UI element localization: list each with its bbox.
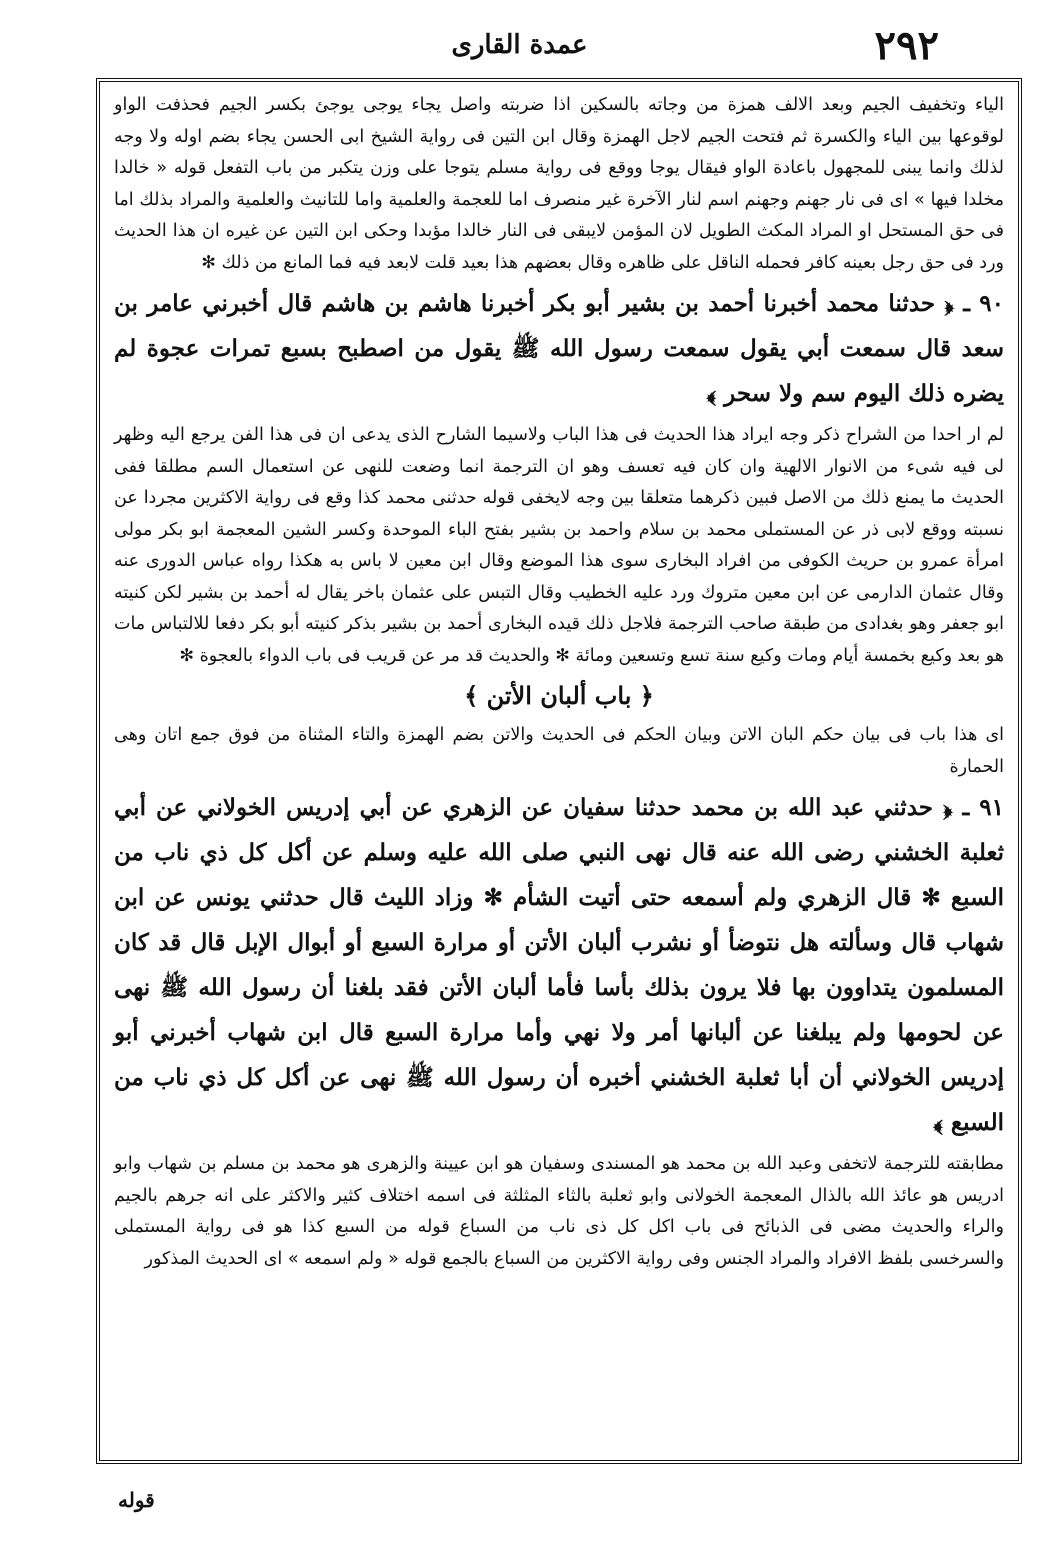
chapter-explanation: اى هذا باب فى بيان حكم البان الاتن وبيان الحكم فى الحديث والاتن بضم الهمزة والتاء المثناة من فوق جمع اتان وهى الحمارة: [114, 725, 1004, 777]
commentary-paragraph: الياء وتخفيف الجيم وبعد الالف همزة من وجاته بالسكين اذا ضربته واصل يجاء يوجى يوجئ بكسر الجيم فحذفت الواو لوقوعها بين الياء والكسرة ثم فتحت الجيم لاجل الهمزة وقال ابن التين فى رواية الشيخ ابى الحسن يجاء بضم اوله ولا وجه لذلك وانما يبنى للمجهول باعادة الواو فيقال يوجا ووقع فى رواية مسلم يتوجا على وزن يتكبر من باب التفعل قوله « خالدا مخلدا فيها » اى فى نار جهنم وجهنم اسم لنار الآخرة غير منصرف اما للعجمة والعلمية واما للتانيث والعلمية والمراد بذلك اما فى حق المستحل او المراد المكث الطويل لان المؤمن لايبقى فى النار خالدا مؤبدا وحكى ابن التين عن غيره ان هذا الحديث ورد فى حق رجل بعينه كافر فحمله الناقل على ظاهره وقال بعضهم هذا بعيد قلت لابعد فيه فما المانع من ذلك ✻: [114, 95, 1004, 273]
hadith-block-91: [114, 785, 1004, 1145]
text-frame: [96, 78, 1022, 1464]
hadith-block-90: [114, 281, 1004, 416]
hadith-text: ٩٠ ـ ﴿ حدثنا محمد أخبرنا أحمد بن بشير أبو بكر أخبرنا هاشم بن هاشم قال أخبرني عامر بن سعد قال سمعت أبي يقول سمعت رسول الله ﷺ يقول من اصطبح بسبع تمرات عجوة لم يضره ذلك اليوم سم ولا سحر ﴾: [114, 290, 1004, 407]
commentary-paragraph: مطابقته للترجمة لاتخفى وعبد الله بن محمد هو المسندى وسفيان هو ابن عيينة والزهرى هو محمد بن مسلم بن شهاب وابو ادريس هو عائذ الله بالذال المعجمة الخولانى وابو ثعلبة بالثاء المثلثة فى اسمه اختلاف كثير والاكثر على انه جرهم بالجيم والراء والحديث مضى فى الذبائح فى باب اكل كل ذى ناب من السباع قوله من السبع كذا هو فى رواية المستملى والسرخسى بلفظ الافراد والمراد الجنس وفى رواية الاكثرين من السباع بالجمع قوله « ولم اسمعه » اى الحديث المذكور: [114, 1154, 1004, 1269]
page-header: [96, 22, 943, 78]
chapter-heading: ﴿ باب ألبان الأتن ﴾: [464, 681, 654, 710]
hadith-text: ٩١ ـ ﴿ حدثني عبد الله بن محمد حدثنا سفيان عن الزهري عن أبي إدريس الخولاني عن أبي ثعلبة الخشني رضى الله عنه قال نهى النبي صلى الله عليه وسلم عن أكل كل ذي ناب من السبع ✻ قال الزهري ولم أسمعه حتى أتيت الشأم ✻ وزاد الليث قال حدثني يونس عن ابن شهاب قال وسألته هل نتوضأ أو نشرب ألبان الأتن أو مرارة السبع أو أبوال الإبل قال قد كان المسلمون يتداوون بها فلا يرون بذلك بأسا فأما ألبان الأتن فقد بلغنا أن رسول الله ﷺ نهى عن لحومها ولم يبلغنا عن ألبانها أمر ولا نهي وأما مرارة السبع قال ابن شهاب أخبرني أبو إدريس الخولاني أن أبا ثعلبة الخشني أخبره أن رسول الله ﷺ نهى عن أكل كل ذي ناب من السبع ﴾: [114, 794, 1005, 1136]
commentary-paragraph: لم ار احدا من الشراح ذكر وجه ايراد هذا الحديث فى هذا الباب ولاسيما الشارح الذى يدعى ان فى هذا الفن يرجع اليه وظهر لى فيه شىء من الانوار الالهية وان كان فيه تعسف وهو ان الترجمة انما وضعت للنهى عن استعمال السم مطلقا ففى الحديث ما يمنع ذلك من الاصل فبين ذكرهما متعلقا بين وجه لايخفى قوله حدثنى محمد كذا وقع فى رواية الاكثرين مجردا عن نسبته ووقع لابى ذر عن المستملى محمد بن سلام واحمد بن بشير بفتح الباء الموحدة وكسر الشين المعجمة ابو بكر مولى امرأة عمرو بن حريث الكوفى من افراد البخارى سوى هذا الموضع وقال ابن معين لا باس به هكذا رواه عباس الدورى عنه وقال عثمان الدارمى عن ابن معين متروك ورد عليه الخطيب وقال التبس على عثمان باخر يقال له أحمد بن بشير لكن كنيته ابو جعفر وهو بغدادى من طبقة صاحب الترجمة فلاجل ذلك قيده البخارى أحمد بن بشير بذكر كنيته أبو بكر دفعا للالتباس مات هو بعد وكيع بخمسة أيام ومات وكيع سنة تسع وتسعين ومائة ✻ والحديث قد مر عن قريب فى باب الدواء بالعجوة ✻: [114, 425, 1004, 666]
running-title: عمدة القارى: [451, 30, 588, 60]
page-number: ٢٩٢: [874, 22, 939, 69]
catchword: قوله: [118, 1488, 155, 1512]
